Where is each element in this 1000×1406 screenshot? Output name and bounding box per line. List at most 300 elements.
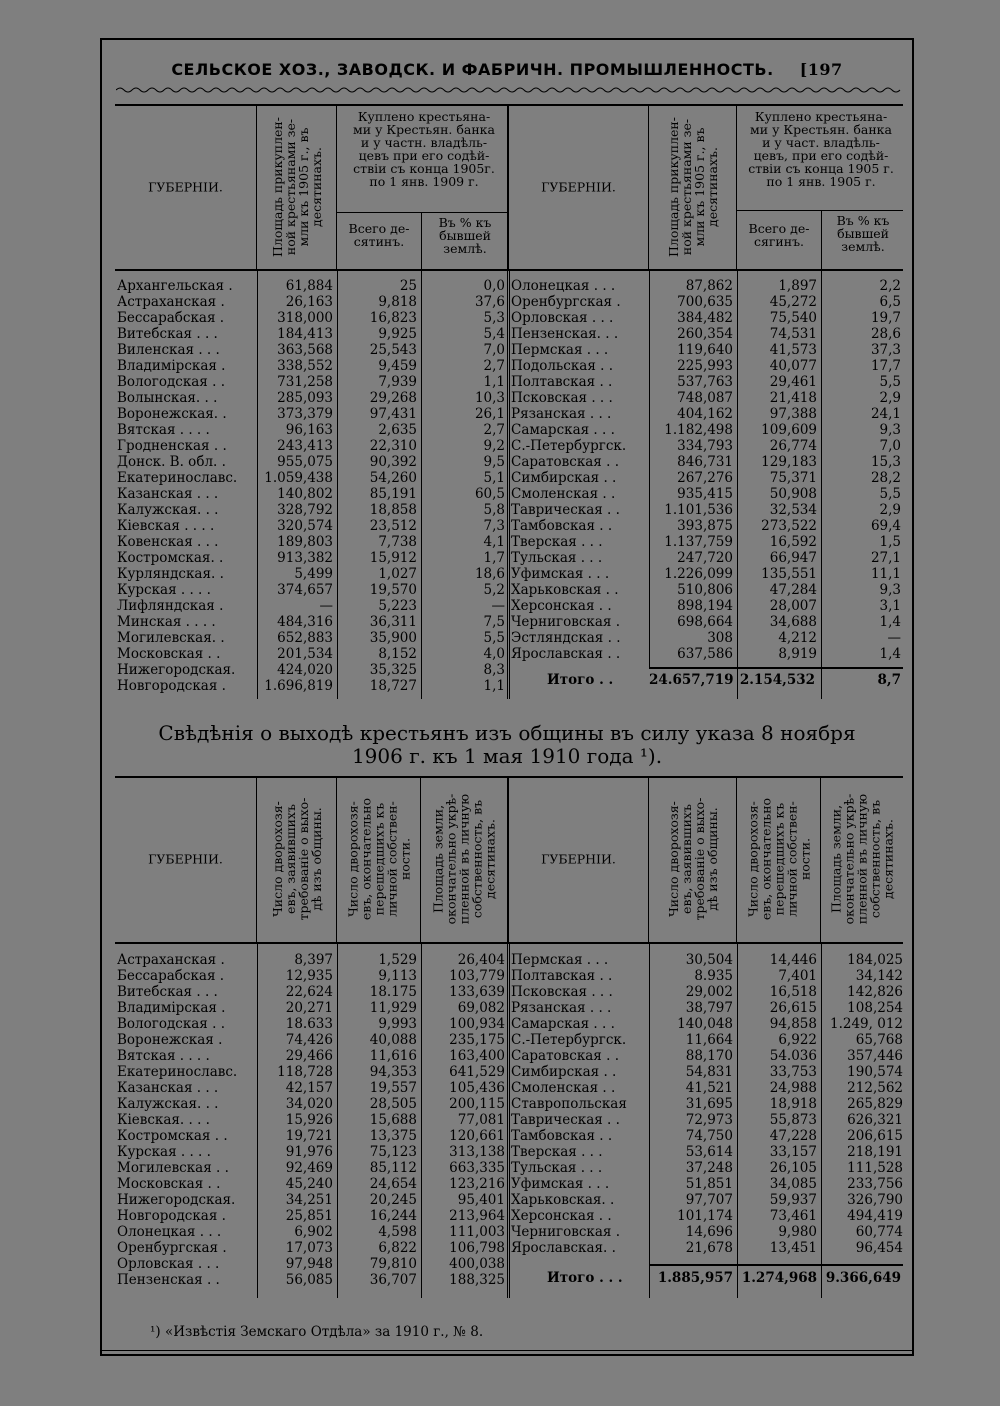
col-header-gub-right: ГУБЕРНІИ. (509, 104, 649, 269)
row-value: 45,240 (285, 1176, 333, 1192)
row-value: — (319, 598, 333, 614)
row-value: 28,2 (870, 470, 901, 486)
row-value: 698,664 (677, 614, 733, 630)
row-value: 318,000 (277, 310, 333, 326)
col-header-declared-right: Число дворохозя- евъ, заявившихъ требованіе о выхо- дѣ изъ общины. (649, 776, 737, 942)
row-value: 1.182,498 (664, 422, 733, 438)
row-value: 935,415 (677, 486, 733, 502)
row-name: Харьковская . . (511, 582, 619, 598)
row-name: Московская . . (117, 1176, 221, 1192)
row-name: Орловская . . . (117, 1256, 220, 1272)
row-value: 2,9 (879, 502, 901, 518)
row-name: Екатеринославс. (117, 470, 238, 486)
row-value: 50,908 (769, 486, 817, 502)
decorative-wavy-rule (116, 86, 902, 94)
row-value: 69,4 (870, 518, 901, 534)
row-name: Калужская. . . (117, 502, 219, 518)
row-value: 56,085 (285, 1272, 333, 1288)
row-value: 190,574 (847, 1064, 903, 1080)
row-value: 273,522 (761, 518, 817, 534)
row-value: 9,113 (378, 968, 417, 984)
row-value: 9,5 (483, 454, 505, 470)
row-name: Московская . . (117, 646, 221, 662)
col-header-area-right: Площадь прикуплен- ной крестьянами зе- мли къ 1905 г., въ десятинахъ. (649, 104, 737, 269)
row-value: 846,731 (677, 454, 733, 470)
total-area2: 9.366,649 (825, 1270, 901, 1286)
row-value: 26,404 (457, 952, 505, 968)
row-value: 29,466 (285, 1048, 333, 1064)
row-value: 37,3 (870, 342, 901, 358)
row-value: 74,531 (769, 326, 817, 342)
total-area: 24.657,719 (649, 672, 734, 688)
row-value: 637,586 (677, 646, 733, 662)
row-name: Костромская. . (117, 550, 224, 566)
row-value: 2,2 (879, 278, 901, 294)
row-name: Ковенская . . . (117, 534, 219, 550)
row-value: 189,803 (277, 534, 333, 550)
row-value: 142,826 (847, 984, 903, 1000)
row-name: Черниговская . (511, 1224, 621, 1240)
row-value: 22,624 (285, 984, 333, 1000)
row-value: 26,774 (769, 438, 817, 454)
row-name: Воронежская . (117, 1032, 223, 1048)
row-value: 73,461 (769, 1208, 817, 1224)
row-value: 35,900 (369, 630, 417, 646)
row-value: 15,912 (369, 550, 417, 566)
row-name: Волынская. . . (117, 390, 218, 406)
row-value: 34,688 (769, 614, 817, 630)
row-value: 5,4 (483, 326, 505, 342)
row-value: 75,123 (369, 1144, 417, 1160)
row-value: 17,7 (870, 358, 901, 374)
running-header (102, 60, 912, 79)
table2-header (115, 776, 903, 942)
row-name: Ставропольская (511, 1096, 627, 1112)
row-name: Уфимская . . . (511, 1176, 610, 1192)
row-name: Кіевская. . . . (117, 1112, 210, 1128)
row-name: Гродненская . . (117, 438, 227, 454)
total-transferred: 1.274,968 (741, 1270, 817, 1286)
row-value: 7,5 (483, 614, 505, 630)
row-value: 374,657 (277, 582, 333, 598)
row-name: Полтавская . . (511, 374, 613, 390)
row-value: 1,4 (879, 614, 901, 630)
col-header-declared: Число дворохозя- евъ, заявившихъ требованіе о выхо- дѣ изъ общины. (257, 776, 337, 942)
row-value: 47,284 (769, 582, 817, 598)
row-value: 328,792 (277, 502, 333, 518)
row-value: 111,003 (449, 1224, 505, 1240)
row-value: 2,9 (879, 390, 901, 406)
row-value: 1,1 (483, 374, 505, 390)
row-value: 247,720 (677, 550, 733, 566)
row-value: 13,375 (369, 1128, 417, 1144)
row-name: Кіевская . . . . (117, 518, 215, 534)
row-value: 334,793 (677, 438, 733, 454)
row-value: 494,419 (847, 1208, 903, 1224)
row-value: 51,851 (685, 1176, 733, 1192)
row-value: 106,798 (449, 1240, 505, 1256)
total-label: Итого . . (547, 672, 614, 688)
col-header-gub2-right: ГУБЕРНІИ. (509, 776, 649, 942)
row-value: 12,935 (285, 968, 333, 984)
row-value: 188,325 (449, 1272, 505, 1288)
row-value: 36,311 (369, 614, 417, 630)
row-name: Саратовская . . (511, 454, 619, 470)
row-name: Виленская . . . (117, 342, 220, 358)
row-value: 1.101,536 (664, 502, 733, 518)
col-header-area: Площадь прикуплен- ной крестьянами зе- мли къ 1905 г., въ десятинахъ. (257, 104, 337, 269)
row-name: Эстляндская . . (511, 630, 621, 646)
row-value: 8,3 (483, 662, 505, 678)
row-value: 30,504 (685, 952, 733, 968)
row-name: Пермская . . . (511, 342, 609, 358)
row-value: 19,557 (369, 1080, 417, 1096)
row-value: 1.249, 012 (830, 1016, 903, 1032)
row-name: Курская . . . . (117, 1144, 211, 1160)
row-name: Херсонская . . (511, 598, 612, 614)
row-value: 54.036 (769, 1048, 817, 1064)
row-value: 129,183 (761, 454, 817, 470)
row-value: 363,568 (277, 342, 333, 358)
row-value: 652,883 (277, 630, 333, 646)
row-name: Олонецкая . . . (117, 1224, 222, 1240)
col-header-gub: ГУБЕРНІИ. (115, 104, 257, 269)
row-value: 243,413 (277, 438, 333, 454)
row-value: 510,806 (677, 582, 733, 598)
row-name: Курская . . . . (117, 582, 211, 598)
row-value: 19,721 (285, 1128, 333, 1144)
row-value: 14,446 (769, 952, 817, 968)
row-name: Тамбовская . . (511, 518, 613, 534)
row-value: 28,007 (769, 598, 817, 614)
row-name: Самарская . . . (511, 1016, 615, 1032)
row-value: 27,1 (870, 550, 901, 566)
row-value: 19,570 (369, 582, 417, 598)
row-value: 60,774 (855, 1224, 903, 1240)
row-value: 29,268 (369, 390, 417, 406)
row-value: 36,707 (369, 1272, 417, 1288)
row-value: 60,5 (474, 486, 505, 502)
row-value: 88,170 (685, 1048, 733, 1064)
row-value: 10,3 (474, 390, 505, 406)
row-value: 163,400 (449, 1048, 505, 1064)
row-value: 24,654 (369, 1176, 417, 1192)
row-value: 16,518 (769, 984, 817, 1000)
row-value: 5,223 (378, 598, 417, 614)
row-value: 626,321 (847, 1112, 903, 1128)
row-value: 53,614 (685, 1144, 733, 1160)
col-header-bought-right: Куплено крестьяна- ми у Крестьян. банка и у част. владѣль- цевъ, при его содѣй- ствіи съ конца 1905 г. по 1 янв. 1905 г. Всего де- сягинъ. Въ % къ бывшей землѣ. (737, 104, 903, 269)
row-value: 29,461 (769, 374, 817, 390)
row-name: Вятская . . . . (117, 422, 210, 438)
row-value: 17,073 (285, 1240, 333, 1256)
row-name: Воронежская. . (117, 406, 227, 422)
col-header-transferred: Число дворохозя- евъ, окончательно перешедшихъ къ личной собствен- ности. (337, 776, 421, 942)
row-value: 4,598 (378, 1224, 417, 1240)
row-value: 16,244 (369, 1208, 417, 1224)
row-value: — (887, 630, 901, 646)
row-value: 97,431 (369, 406, 417, 422)
row-value: 663,335 (449, 1160, 505, 1176)
page-number: [197 (799, 60, 843, 79)
col-header-area2-right: Площадь земли, окончательно укрѣ- пленной въ личную собственность, въ десятинахъ. (828, 793, 896, 925)
row-value: 140,048 (677, 1016, 733, 1032)
row-name: Самарская . . . (511, 422, 615, 438)
row-value: 24,988 (769, 1080, 817, 1096)
row-value: 33,753 (769, 1064, 817, 1080)
row-name: Новгородская . (117, 1208, 226, 1224)
row-value: 225,993 (677, 358, 733, 374)
row-value: 1,897 (778, 278, 817, 294)
row-value: 484,316 (277, 614, 333, 630)
row-value: 955,075 (277, 454, 333, 470)
row-value: 33,157 (769, 1144, 817, 1160)
row-value: 41,521 (685, 1080, 733, 1096)
table1-header (115, 104, 903, 269)
row-name: Харьковская. . (511, 1192, 615, 1208)
row-value: 7,939 (378, 374, 417, 390)
total-pct: 8,7 (877, 672, 901, 688)
row-value: 66,947 (769, 550, 817, 566)
row-value: 28,6 (870, 326, 901, 342)
row-value: — (491, 598, 505, 614)
row-name: Донск. В. обл. . (117, 454, 226, 470)
row-value: 4,0 (483, 646, 505, 662)
row-value: 4,1 (483, 534, 505, 550)
row-name: Лифляндская . (117, 598, 224, 614)
row-value: 235,175 (449, 1032, 505, 1048)
row-value: 14,696 (685, 1224, 733, 1240)
row-value: 119,640 (677, 342, 733, 358)
row-name: Вологодская . . (117, 1016, 225, 1032)
row-value: 9,993 (378, 1016, 417, 1032)
row-value: 308 (707, 630, 733, 646)
row-value: 123,216 (449, 1176, 505, 1192)
row-value: 108,254 (847, 1000, 903, 1016)
row-value: 1.696,819 (264, 678, 333, 694)
row-value: 913,382 (277, 550, 333, 566)
row-value: 96,454 (855, 1240, 903, 1256)
row-name: Тульская . . . (511, 550, 603, 566)
row-value: 1,027 (378, 566, 417, 582)
row-value: 184,025 (847, 952, 903, 968)
row-value: 326,790 (847, 1192, 903, 1208)
row-value: 2,7 (483, 358, 505, 374)
row-value: 18,858 (369, 502, 417, 518)
row-name: Калужская. . . (117, 1096, 219, 1112)
row-value: 2,635 (378, 422, 417, 438)
row-name: Казанская . . . (117, 486, 219, 502)
row-value: 404,162 (677, 406, 733, 422)
row-value: 26,1 (474, 406, 505, 422)
row-name: Таврическая . . (511, 1112, 620, 1128)
row-value: 1,1 (483, 678, 505, 694)
commune-exit-table (115, 776, 903, 1304)
row-name: Могилевская. . (117, 630, 225, 646)
row-value: 40,088 (369, 1032, 417, 1048)
row-value: 373,379 (277, 406, 333, 422)
row-value: 200,115 (449, 1096, 505, 1112)
row-name: Подольская . . (511, 358, 613, 374)
row-name: Псковская . . . (511, 984, 613, 1000)
row-name: Черниговская . (511, 614, 621, 630)
row-value: 38,797 (685, 1000, 733, 1016)
row-value: 72,973 (685, 1112, 733, 1128)
row-value: 218,191 (847, 1144, 903, 1160)
row-value: 140,802 (277, 486, 333, 502)
row-value: 7,3 (483, 518, 505, 534)
row-value: 313,138 (449, 1144, 505, 1160)
row-name: Архангельская . (117, 278, 233, 294)
row-name: С.-Петербургск. (511, 1032, 627, 1048)
row-name: Витебская . . . (117, 326, 218, 342)
row-value: 898,194 (677, 598, 733, 614)
row-value: 75,540 (769, 310, 817, 326)
row-value: 7,738 (378, 534, 417, 550)
row-value: 213,964 (449, 1208, 505, 1224)
row-name: Ярославская. . (511, 1240, 616, 1256)
row-value: 77,081 (457, 1112, 505, 1128)
row-value: 101,174 (677, 1208, 733, 1224)
row-value: 75,371 (769, 470, 817, 486)
row-value: 37,248 (685, 1160, 733, 1176)
row-value: 87,862 (685, 278, 733, 294)
row-value: 424,020 (277, 662, 333, 678)
row-value: 3,1 (879, 598, 901, 614)
row-value: 1,7 (483, 550, 505, 566)
row-value: 4,212 (778, 630, 817, 646)
row-name: Бессарабская . (117, 310, 225, 326)
row-value: 54,260 (369, 470, 417, 486)
row-value: 0,0 (483, 278, 505, 294)
row-value: 105,436 (449, 1080, 505, 1096)
row-name: Пензенская. . . (511, 326, 619, 342)
row-value: 97,388 (769, 406, 817, 422)
row-value: 74,750 (685, 1128, 733, 1144)
row-value: 1,5 (879, 534, 901, 550)
row-value: 9,980 (778, 1224, 817, 1240)
row-name: Орловская . . . (511, 310, 614, 326)
row-value: 91,976 (285, 1144, 333, 1160)
row-value: 21,678 (685, 1240, 733, 1256)
row-value: 120,661 (449, 1128, 505, 1144)
row-value: 15,688 (369, 1112, 417, 1128)
row-value: 42,157 (285, 1080, 333, 1096)
row-name: Олонецкая . . . (511, 278, 616, 294)
section-title: Свѣдѣнія о выходѣ крестьянъ изъ общины въ силу указа 8 ноября 1906 г. къ 1 мая 1910 года ¹). (158, 721, 856, 768)
row-value: 7,0 (483, 342, 505, 358)
row-value: 393,875 (677, 518, 733, 534)
row-value: 285,093 (277, 390, 333, 406)
row-value: 384,482 (677, 310, 733, 326)
row-value: 133,639 (449, 984, 505, 1000)
row-value: 85,112 (369, 1160, 417, 1176)
row-value: 18,6 (474, 566, 505, 582)
row-name: Бессарабская . (117, 968, 225, 984)
row-value: 111,528 (847, 1160, 903, 1176)
row-value: 25 (399, 278, 417, 294)
row-value: 90,392 (369, 454, 417, 470)
row-value: 29,002 (685, 984, 733, 1000)
row-value: 16,823 (369, 310, 417, 326)
row-name: Ярославская . . (511, 646, 621, 662)
row-name: Новгородская . (117, 678, 226, 694)
row-value: 5,3 (483, 310, 505, 326)
row-name: Нижегородская. (117, 662, 236, 678)
row-value: 9,3 (879, 422, 901, 438)
row-value: 37,6 (474, 294, 505, 310)
row-value: 22,310 (369, 438, 417, 454)
row-value: 8,397 (294, 952, 333, 968)
row-value: 97,948 (285, 1256, 333, 1272)
row-value: 7,401 (778, 968, 817, 984)
row-value: 731,258 (277, 374, 333, 390)
row-value: 94,353 (369, 1064, 417, 1080)
row-name: Оренбургская . (117, 1240, 227, 1256)
row-value: 26,163 (285, 294, 333, 310)
row-name: Уфимская . . . (511, 566, 610, 582)
row-name: Костромская . . (117, 1128, 228, 1144)
col-header-transferred-right: Число дворохозя- евъ, окончательно перешедшихъ къ личной собствен- ности. (737, 776, 821, 942)
row-value: 13,451 (769, 1240, 817, 1256)
row-value: 34,142 (855, 968, 903, 984)
row-value: 92,469 (285, 1160, 333, 1176)
row-value: 9,3 (879, 582, 901, 598)
row-value: 1.059,438 (264, 470, 333, 486)
total-bought: 2.154,532 (739, 672, 815, 688)
row-value: 212,562 (847, 1080, 903, 1096)
purchased-land-table (115, 104, 903, 704)
row-value: 26,105 (769, 1160, 817, 1176)
row-value: 21,418 (769, 390, 817, 406)
row-name: Оренбургская . (511, 294, 621, 310)
table2-total-row (115, 1270, 903, 1286)
row-value: 34,020 (285, 1096, 333, 1112)
row-name: Могилевская . . (117, 1160, 229, 1176)
row-value: 97,707 (685, 1192, 733, 1208)
row-value: 267,276 (677, 470, 733, 486)
row-value: 11,1 (870, 566, 901, 582)
row-value: 8,919 (778, 646, 817, 662)
row-value: 18,918 (769, 1096, 817, 1112)
row-value: 1,4 (879, 646, 901, 662)
total-declared: 1.885,957 (657, 1270, 733, 1286)
row-value: 25,851 (285, 1208, 333, 1224)
row-value: 6,822 (378, 1240, 417, 1256)
row-name: Минская . . . . (117, 614, 216, 630)
row-value: 26,615 (769, 1000, 817, 1016)
row-value: 400,038 (449, 1256, 505, 1272)
row-name: Вологодская . . (117, 374, 225, 390)
row-value: 11,929 (369, 1000, 417, 1016)
row-name: Тверская . . . (511, 1144, 603, 1160)
row-value: 59,937 (769, 1192, 817, 1208)
row-value: 69,082 (457, 1000, 505, 1016)
row-value: 5,8 (483, 502, 505, 518)
table1-total-row (115, 672, 903, 688)
row-value: 41,573 (769, 342, 817, 358)
row-value: 206,615 (847, 1128, 903, 1144)
row-value: 5,5 (483, 630, 505, 646)
row-value: 54,831 (685, 1064, 733, 1080)
row-value: 6,5 (879, 294, 901, 310)
row-name: Рязанская . . . (511, 406, 612, 422)
row-name: Пермская . . . (511, 952, 609, 968)
row-name: Пензенская . . (117, 1272, 220, 1288)
row-value: 40,077 (769, 358, 817, 374)
row-name: Тверская . . . (511, 534, 603, 550)
row-value: 118,728 (277, 1064, 333, 1080)
